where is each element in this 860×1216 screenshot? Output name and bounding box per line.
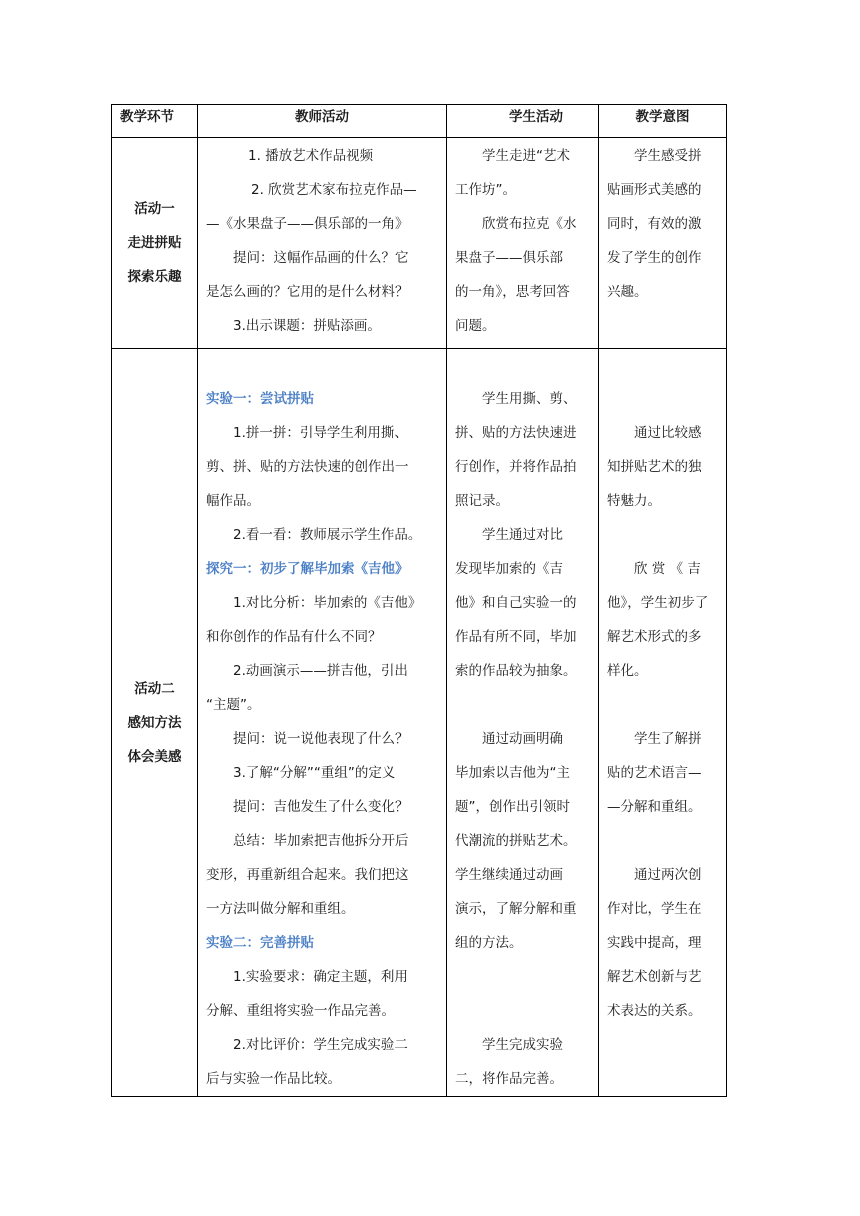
text-line: 变形，再重新组合起来。我们把这 <box>206 867 409 883</box>
text-line: 照记录。 <box>455 493 509 509</box>
text-line: 欣赏布拉克《水 <box>482 216 577 232</box>
text-line: “主题”。 <box>206 697 261 713</box>
text-line: 索的作品较为抽象。 <box>455 663 577 679</box>
text-line: 欣 赏 《 吉 <box>634 561 701 577</box>
text-line: 提问：说一说他表现了什么？ <box>233 731 409 747</box>
stage-line: 探索乐趣 <box>127 269 182 285</box>
text-line: 术表达的关系。 <box>607 1003 702 1019</box>
teacher-cell-1 <box>198 138 447 349</box>
header-teacher: 教师活动 <box>198 105 447 138</box>
text-line: 通过比较感 <box>634 425 702 441</box>
text-line: —《水果盘子——俱乐部的一角》 <box>206 216 409 232</box>
text-line: 学生感受拼 <box>634 148 702 164</box>
teacher-cell-2 <box>198 349 447 1097</box>
text-line: 发现毕加索的《吉 <box>455 561 563 577</box>
text-line: 的一角》，思考回答 <box>455 284 570 300</box>
blank-line <box>607 688 718 722</box>
text-line: 2. 欣赏艺术家布拉克作品— <box>251 182 417 198</box>
text-line: 工作坊”。 <box>455 182 516 198</box>
row-activity-1 <box>112 138 727 349</box>
text-line: 代潮流的拼贴艺术。 <box>455 833 577 849</box>
blank-line <box>607 518 718 552</box>
student-cell-1 <box>447 138 599 349</box>
lesson-plan-table <box>111 104 727 1097</box>
text-line: 学生用撕、剪、 <box>482 391 577 407</box>
text-line: 3.出示课题：拼贴添画。 <box>233 318 381 334</box>
text-line: 学生通过对比 <box>482 527 563 543</box>
text-line: 同时，有效的激 <box>607 216 702 232</box>
blank-line <box>455 960 592 1028</box>
text-line: 知拼贴艺术的独 <box>607 459 702 475</box>
intent-cell-1 <box>599 138 727 349</box>
text-line: —分解和重组。 <box>607 799 702 815</box>
text-line: 学生继续通过动画 <box>455 867 563 883</box>
stage-line: 感知方法 <box>127 714 182 731</box>
text-line: 后与实验一作品比较。 <box>206 1071 341 1087</box>
text-line: 提问：吉他发生了什么变化？ <box>233 799 409 815</box>
text-line: 解艺术形式的多 <box>607 629 702 645</box>
student-cell-2 <box>447 349 599 1097</box>
header-stage: 教学环节 <box>112 105 198 138</box>
text-line: 果盘子——俱乐部 <box>455 250 563 266</box>
text-line: 发了学生的创作 <box>607 250 702 266</box>
text-line: 贴的艺术语言— <box>607 765 702 781</box>
text-line: 1.拼一拼：引导学生利用撕、 <box>233 425 408 441</box>
text-line: 是怎么画的？它用的是什么材料？ <box>206 284 409 300</box>
text-line: 分解、重组将实验一作品完善。 <box>206 1003 395 1019</box>
text-line: 通过动画明确 <box>482 731 563 747</box>
text-line: 一方法叫做分解和重组。 <box>206 901 355 917</box>
text-line: 通过两次创 <box>634 867 702 883</box>
text-line: 他》，学生初步了 <box>607 595 709 611</box>
text-line: 行创作，并将作品拍 <box>455 459 577 475</box>
text-line: 兴趣。 <box>607 284 648 300</box>
header-student: 学生活动 <box>447 105 599 138</box>
text-line: 剪、拼、贴的方法快速的创作出一 <box>206 459 409 475</box>
stage-line: 活动二 <box>134 680 175 697</box>
text-line: 他》和自己实验一的 <box>455 595 577 611</box>
text-line: 作对比，学生在 <box>607 901 702 917</box>
text-line: 毕加索以吉他为“主 <box>455 765 570 781</box>
text-line: 拼、贴的方法快速进 <box>455 425 577 441</box>
text-line: 贴画形式美感的 <box>607 182 702 198</box>
blank-line <box>607 824 718 858</box>
text-line: 演示，了解分解和重 <box>455 901 577 917</box>
text-line: 样化。 <box>607 663 648 679</box>
header-intent: 教学意图 <box>599 105 727 138</box>
text-line: 实践中提高，理 <box>607 935 702 951</box>
text-line: 作品有所不同，毕加 <box>455 629 577 645</box>
text-line: 2.对比评价：学生完成实验二 <box>233 1037 408 1053</box>
text-line: 学生完成实验 <box>482 1037 563 1053</box>
text-line: 二，将作品完善。 <box>455 1071 563 1087</box>
text-line: 1.实验要求：确定主题，利用 <box>233 969 408 985</box>
stage-line: 体会美感 <box>127 748 182 765</box>
text-line: 解艺术创新与艺 <box>607 969 702 985</box>
intent-cell-2 <box>599 349 727 1097</box>
text-line: 2.动画演示——拼吉他，引出 <box>233 663 408 679</box>
section-heading-experiment-2: 实验二：完善拼贴 <box>206 935 314 951</box>
text-line: 1.对比分析：毕加索的《吉他》 <box>233 595 422 611</box>
header-row <box>112 105 727 138</box>
text-line: 3.了解“分解”“重组”的定义 <box>233 765 396 781</box>
row-activity-2 <box>112 349 727 1097</box>
blank-line <box>455 688 592 722</box>
stage-cell-1 <box>112 138 198 349</box>
text-line: 1. 播放艺术作品视频 <box>248 148 374 164</box>
text-line: 和你创作的作品有什么不同？ <box>206 629 382 645</box>
text-line: 特魅力。 <box>607 493 661 509</box>
section-heading-inquiry-1: 探究一：初步了解毕加索《吉他》 <box>206 561 409 577</box>
section-heading-experiment-1: 实验一：尝试拼贴 <box>206 391 314 407</box>
stage-line: 活动一 <box>134 201 175 217</box>
text-line: 学生走进“艺术 <box>482 148 570 164</box>
stage-cell-2 <box>112 349 198 1097</box>
text-line: 2.看一看：教师展示学生作品。 <box>233 527 422 543</box>
text-line: 总结：毕加索把吉他拆分开后 <box>233 833 409 849</box>
stage-line: 走进拼贴 <box>127 235 182 251</box>
text-line: 问题。 <box>455 318 496 334</box>
text-line: 学生了解拼 <box>634 731 702 747</box>
text-line: 幅作品。 <box>206 493 260 509</box>
text-line: 组的方法。 <box>455 935 523 951</box>
text-line: 题”，创作出引领时 <box>455 799 570 815</box>
text-line: 提问：这幅作品画的什么？它 <box>233 250 409 266</box>
